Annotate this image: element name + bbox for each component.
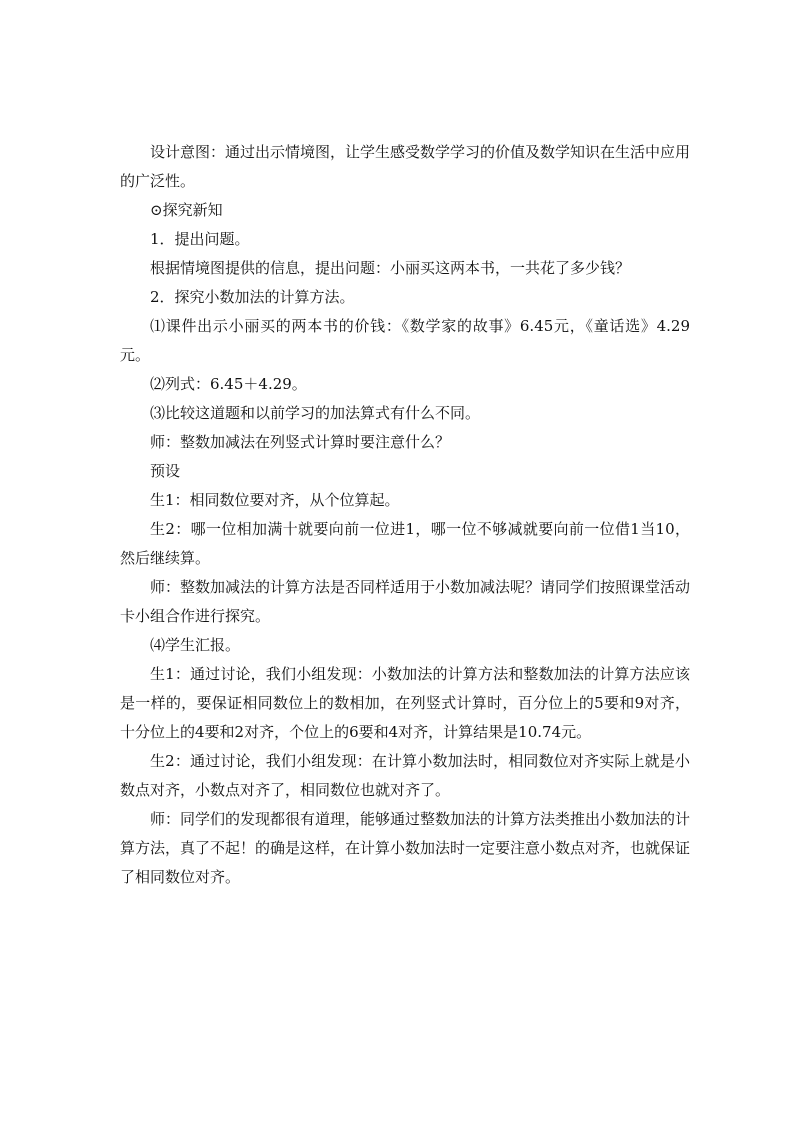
item-2-equation: ⑵列式：6.45＋4.29。 [150,375,307,393]
step-1-heading: 1．提出问题。 [150,230,250,248]
student-2-answer: 生2：哪一位相加满十就要向前一位进1，哪一位不够减就要向前一位借1当10，然后继续算。 [120,520,690,567]
teacher-question: 师：整数加减法在列竖式计算时要注意什么？ [150,433,451,451]
student-2-report: 生2：通过讨论，我们小组发现：在计算小数加法时，相同数位对齐实际上就是小数点对齐，小数点对齐了，相同数位也就对齐了。 [120,752,690,799]
question-paragraph: 根据情境图提供的信息，提出问题：小丽买这两本书，一共花了多少钱？ [150,259,631,277]
preset-label: 预设 [150,462,181,480]
design-intent-paragraph: 设计意图：通过出示情境图，让学生感受数学学习的价值及数学知识在生活中应用的广泛性。 [120,143,691,190]
student-1-answer: 生1：相同数位要对齐，从个位算起。 [150,491,400,509]
teacher-prompt: 师：整数加减法的计算方法是否同样适用于小数加减法呢？请同学们按照课堂活动卡小组合作进行探究。 [120,578,691,625]
step-2-heading: 2．探究小数加法的计算方法。 [150,288,355,306]
item-3-compare: ⑶比较这道题和以前学习的加法算式有什么不同。 [150,404,481,422]
lesson-text-body [120,138,690,892]
section-heading-explore: ⊙探究新知 [150,201,223,219]
item-4-report: ⑷学生汇报。 [150,636,241,654]
teacher-summary: 师：同学们的发现都很有道理，能够通过整数加法的计算方法类推出小数加法的计算方法，真了不起！的确是这样，在计算小数加法时一定要注意小数点对齐，也就保证了相同数位对齐。 [120,810,691,886]
item-1-prices: ⑴课件出示小丽买的两本书的价钱：《数学家的故事》6.45元，《童话选》4.29元。 [120,317,690,364]
student-1-report: 生1：通过讨论，我们小组发现：小数加法的计算方法和整数加法的计算方法应该是一样的，要保证相同数位上的数相加，在列竖式计算时，百分位上的5要和9对齐，十分位上的4要和2对齐，个位上的6要和4对齐，计算结果是10.74元。 [120,665,690,741]
